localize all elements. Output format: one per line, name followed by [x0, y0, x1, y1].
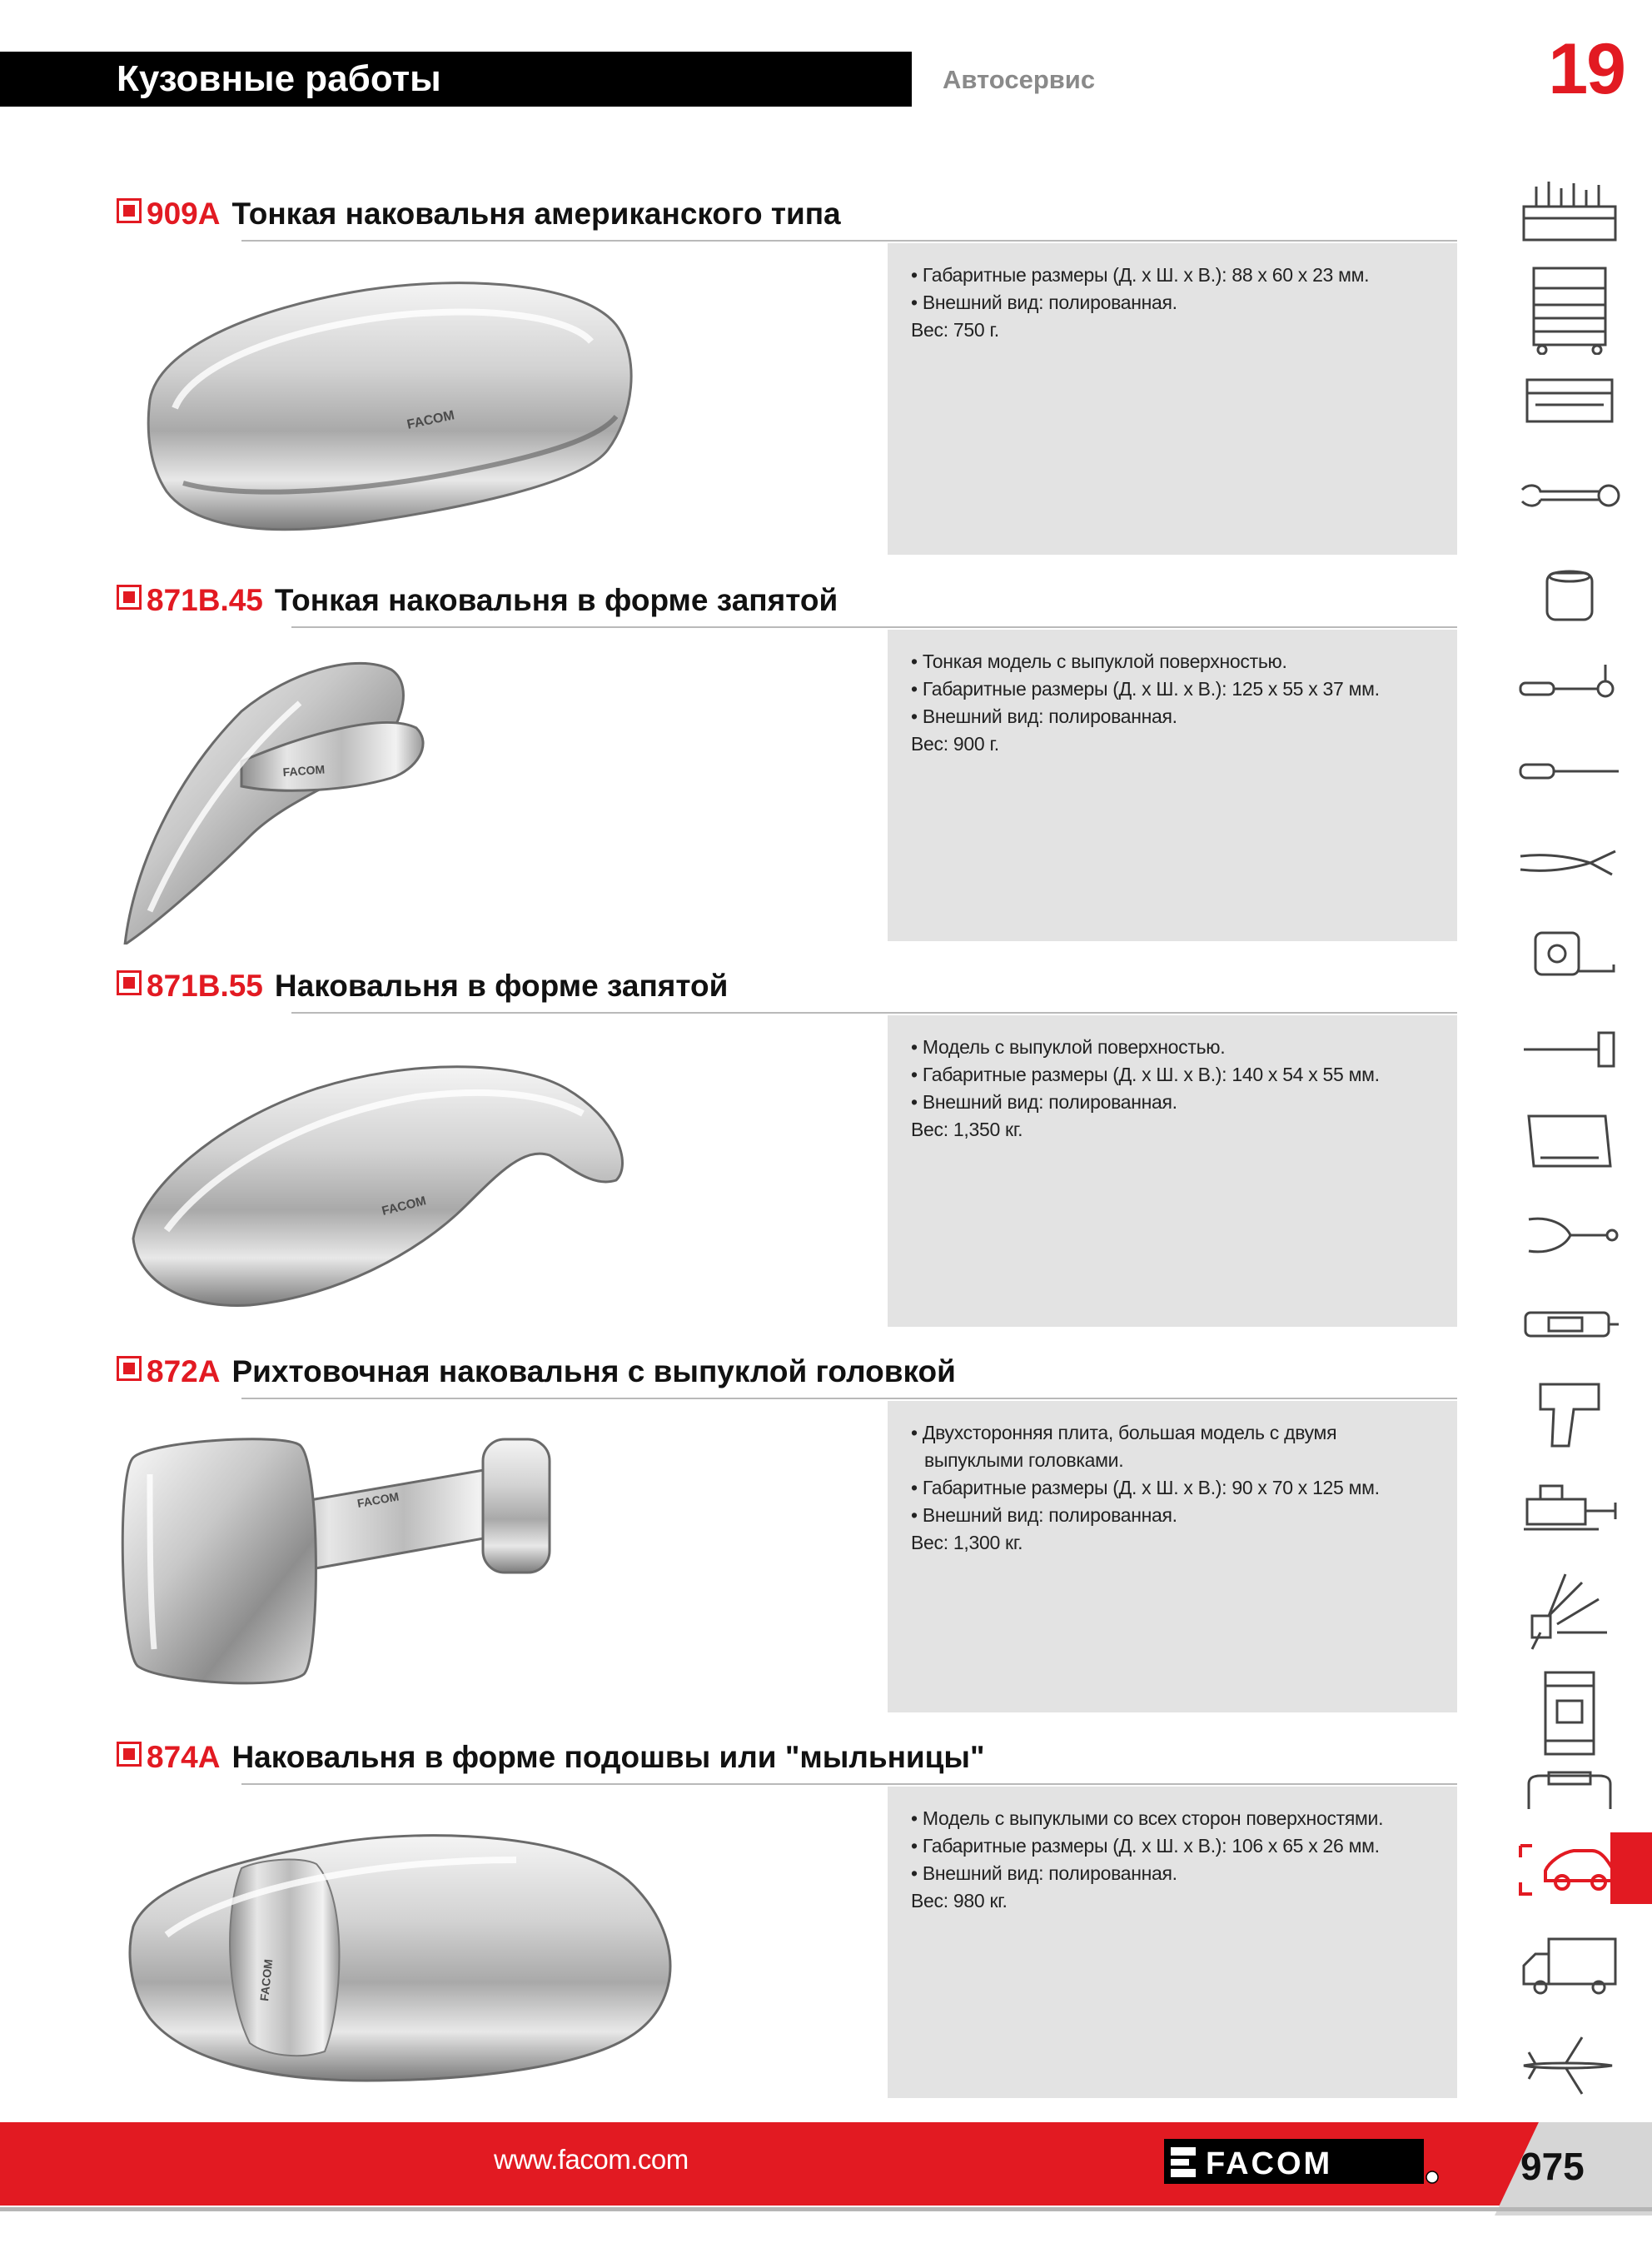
facom-logo [1164, 2137, 1441, 2186]
product-code: 874A [147, 1740, 221, 1774]
product-heading [117, 1740, 985, 1780]
spec-weight: Вес: 750 г. [911, 319, 999, 341]
product-heading [117, 583, 838, 623]
bullet-square-icon [117, 970, 142, 995]
product-871b55 [117, 969, 1457, 1335]
product-heading [117, 969, 728, 1009]
footer-rule [0, 2207, 1652, 2211]
bullet-square-icon [117, 585, 142, 610]
spec-line: • Габаритные размеры (Д. х Ш. х В.): 90 х 70 х 125 мм. [911, 1477, 1380, 1498]
spec-line: • Модель с выпуклыми со всех сторон поверхностями. [911, 1807, 1384, 1829]
socket-icon[interactable] [1515, 566, 1624, 625]
section-subtitle: Автосервис [943, 65, 1096, 94]
product-heading [117, 197, 841, 237]
tool-tray-icon[interactable] [1515, 375, 1624, 426]
bullet-square-icon [117, 1742, 142, 1767]
spec-box [888, 1401, 1457, 1712]
heading-rule [241, 1398, 1457, 1399]
truck-icon[interactable] [1515, 1934, 1624, 2001]
section-title: Кузовные работы [117, 58, 441, 99]
screwdriver-icon[interactable] [1515, 755, 1624, 788]
chapter-number: 19 [1548, 29, 1625, 109]
heading-rule [291, 626, 1457, 628]
product-image [117, 1793, 849, 2101]
spec-line: • Модель с выпуклой поверхностью. [911, 1036, 1226, 1058]
product-code: 872A [147, 1354, 221, 1388]
page-number: 975 [1520, 2145, 1585, 2188]
spec-weight: Вес: 1,350 кг. [911, 1119, 1023, 1140]
spec-box [888, 243, 1457, 555]
ratchet-icon[interactable] [1515, 658, 1624, 708]
product-code: 909A [147, 197, 221, 231]
spec-line: • Тонкая модель с выпуклой поверхностью. [911, 650, 1287, 672]
product-code: 871B.55 [147, 969, 263, 1003]
spec-line: • Габаритные размеры (Д. х Ш. х В.): 140 х 54 х 55 мм. [911, 1064, 1380, 1085]
product-909a [117, 197, 1457, 563]
product-name: Тонкая наковальня американского типа [231, 197, 841, 231]
vise-icon[interactable] [1515, 1474, 1624, 1538]
product-872a [117, 1354, 1457, 1721]
spec-line: • Внешний вид: полированная. [911, 292, 1177, 313]
active-category-marker [1610, 1832, 1652, 1904]
spec-line: • Внешний вид: полированная. [911, 1504, 1177, 1526]
spec-line: • Внешний вид: полированная. [911, 1091, 1177, 1113]
handle-icon[interactable] [1515, 1767, 1624, 1814]
bullet-square-icon [117, 198, 142, 223]
impact-wrench-icon[interactable] [1515, 1376, 1624, 1451]
spec-line: • Габаритные размеры (Д. х Ш. х В.): 106 х 65 х 26 мм. [911, 1835, 1380, 1857]
spec-box [888, 1015, 1457, 1327]
spec-box [888, 1787, 1457, 2098]
spec-weight: Вес: 900 г. [911, 733, 999, 755]
welding-icon[interactable] [1515, 1566, 1624, 1657]
product-heading [117, 1354, 956, 1394]
multimeter-icon[interactable] [1515, 1306, 1624, 1343]
tool-cabinet-icon[interactable] [1515, 265, 1624, 355]
wrench-icon[interactable] [1515, 475, 1624, 516]
spec-line: • Габаритные размеры (Д. х Ш. х В.): 125 х 55 х 37 мм. [911, 678, 1380, 700]
spec-line: • Внешний вид: полированная. [911, 1862, 1177, 1884]
puller-icon[interactable] [1515, 1208, 1624, 1263]
spec-line: • Внешний вид: полированная. [911, 705, 1177, 727]
product-name: Рихтовочная наковальня с выпуклой головкой [231, 1354, 956, 1388]
facom-marking: FACOM [406, 408, 456, 432]
spec-weight: Вес: 1,300 кг. [911, 1532, 1023, 1553]
car-icon[interactable] [1515, 1837, 1624, 1902]
facom-marking: FACOM [282, 762, 326, 779]
hammer-icon[interactable] [1515, 1024, 1624, 1074]
electrical-breaker-icon[interactable] [1515, 1667, 1624, 1759]
spec-line: • Двухсторонняя плита, большая модель с двумя [911, 1422, 1337, 1443]
product-name: Тонкая наковальня в форме запятой [274, 583, 838, 617]
pliers-icon[interactable] [1515, 841, 1624, 883]
product-image [117, 636, 849, 945]
heading-rule [241, 1783, 1457, 1785]
spec-line: выпуклыми головками. [924, 1449, 1124, 1471]
heading-rule [291, 1012, 1457, 1014]
product-image [117, 250, 849, 558]
tape-measure-icon[interactable] [1515, 926, 1624, 981]
product-image [117, 1022, 849, 1330]
product-871b45 [117, 583, 1457, 950]
tool-box-icon[interactable] [1515, 177, 1624, 243]
bullet-square-icon [117, 1356, 142, 1381]
website-link[interactable]: www.facom.com [494, 2144, 689, 2175]
spec-box [888, 630, 1457, 941]
saw-icon[interactable] [1515, 1108, 1624, 1174]
product-image [117, 1408, 849, 1716]
airplane-icon[interactable] [1515, 2032, 1624, 2099]
heading-rule [241, 240, 1457, 242]
facom-marking: FACOM [380, 1194, 428, 1219]
facom-marking: FACOM [356, 1489, 401, 1510]
product-name: Наковальня в форме запятой [274, 969, 729, 1003]
spec-line: • Габаритные размеры (Д. х Ш. х В.): 88 х 60 х 23 мм. [911, 264, 1370, 286]
product-name: Наковальня в форме подошвы или "мыльницы" [231, 1740, 985, 1774]
spec-weight: Вес: 980 кг. [911, 1890, 1008, 1912]
facom-marking: FACOM [257, 1958, 276, 2002]
product-874a [117, 1740, 1457, 2106]
product-code: 871B.45 [147, 583, 263, 617]
brand-wordmark: FACOM [1206, 2146, 1333, 2181]
